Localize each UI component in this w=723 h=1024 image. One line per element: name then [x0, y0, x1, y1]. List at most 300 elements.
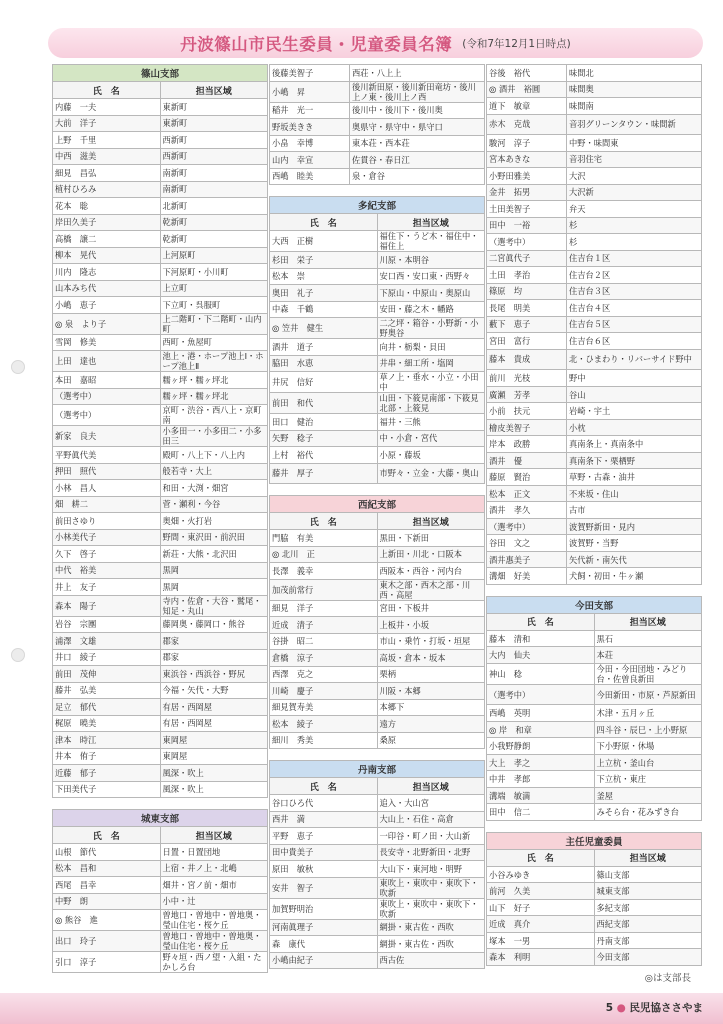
table-row — [270, 355, 485, 372]
table-row — [487, 217, 702, 234]
name-column-header: 氏 名 — [487, 849, 595, 866]
table-row — [270, 530, 485, 547]
member-name: （選考中） — [487, 234, 567, 251]
assigned-area: 安田・藤之木・幡路 — [377, 301, 485, 318]
member-name: 脇田 水恵 — [270, 355, 378, 372]
member-name: 平野眞代美 — [53, 447, 161, 464]
member-name: ◎ 岸 和章 — [487, 721, 595, 738]
table-row — [270, 318, 485, 339]
name-column-header: 氏 名 — [270, 778, 378, 795]
table-row — [53, 931, 268, 952]
table-row — [270, 919, 485, 936]
assigned-area: 上立杭・釜山台 — [594, 754, 702, 771]
assigned-area: 北・ひまわり・リバーサイド野中 — [567, 349, 702, 370]
assigned-area: 岩崎・宇土 — [567, 403, 702, 420]
table-row — [270, 546, 485, 563]
member-name: 川内 隆志 — [53, 264, 161, 281]
member-name: 藤井 弘美 — [53, 682, 161, 699]
assigned-area: 篠山支部 — [594, 866, 702, 883]
assigned-area: 奥畑・火打岩 — [160, 513, 268, 530]
table-row — [270, 252, 485, 269]
table-row — [53, 181, 268, 198]
assigned-area: 黒石 — [594, 630, 702, 647]
member-name: 駿河 淳子 — [487, 135, 567, 152]
assigned-area: 下立杭・東庄 — [594, 771, 702, 788]
table-row — [270, 650, 485, 667]
assigned-area: 西荘・八上上 — [350, 65, 485, 82]
table-row — [487, 65, 702, 82]
roster-table — [269, 64, 485, 185]
member-name: ◎ 酒井 裕圓 — [487, 81, 567, 98]
assigned-area: 曽地口・曽地中・曽地奥・瑩山住宅・桜ケ丘 — [160, 931, 268, 952]
member-name: 中西 滋美 — [53, 148, 161, 165]
name-column-header: 氏 名 — [53, 82, 161, 99]
table-row — [270, 683, 485, 700]
table-row — [487, 386, 702, 403]
table-row — [53, 480, 268, 497]
assigned-area: 上河原町 — [160, 247, 268, 264]
assigned-area: 京町・渋谷・西八上・京町南 — [160, 405, 268, 426]
table-row — [487, 721, 702, 738]
assigned-area: 下小野原・休場 — [594, 738, 702, 755]
table-row — [270, 795, 485, 812]
table-row — [487, 568, 702, 585]
assigned-area: 乾新町 — [160, 214, 268, 231]
table-row — [53, 426, 268, 447]
table-row — [270, 393, 485, 414]
member-name: 細見賀寿美 — [270, 699, 378, 716]
assigned-area: 今田支部 — [594, 949, 702, 966]
assigned-area: 東吹上・東吹中・東吹下・吹新 — [377, 898, 485, 919]
assigned-area: 桑原 — [377, 732, 485, 749]
table-row — [53, 115, 268, 132]
table-row — [53, 214, 268, 231]
assigned-area: 西阪本・西谷・河内台 — [377, 563, 485, 580]
table-row — [270, 301, 485, 318]
member-name: 中代 裕美 — [53, 562, 161, 579]
table-row — [53, 595, 268, 616]
member-name: ◎ 泉 より子 — [53, 313, 161, 334]
table-row — [270, 563, 485, 580]
table-row — [270, 231, 485, 252]
assigned-area: 大沢 — [567, 168, 702, 185]
assigned-area: 杉 — [567, 217, 702, 234]
table-row — [53, 579, 268, 596]
member-name: 長澤 義幸 — [270, 563, 378, 580]
publication-name: 民児協ささやま — [629, 1002, 703, 1014]
table-row — [53, 546, 268, 563]
as-of-date: (令和7年12月1日時点) — [462, 37, 571, 50]
assigned-area: 古市 — [567, 502, 702, 519]
table-row — [53, 952, 268, 973]
assigned-area: 井串・細工所・塩岡 — [377, 355, 485, 372]
member-name: 藤本 清和 — [487, 630, 595, 647]
assigned-area: 丹南支部 — [594, 932, 702, 949]
table-row — [487, 135, 702, 152]
assigned-area: 今田新田・市原・芦原新田 — [594, 684, 702, 705]
member-name: 近成 清子 — [270, 617, 378, 634]
table-row — [53, 715, 268, 732]
table-row — [270, 65, 485, 82]
table-row — [487, 250, 702, 267]
assigned-area: 西紀支部 — [594, 916, 702, 933]
table-row — [487, 485, 702, 502]
table-row — [53, 781, 268, 798]
member-name: 柳本 晃代 — [53, 247, 161, 264]
member-name: 岸田久美子 — [53, 214, 161, 231]
table-row — [487, 705, 702, 722]
assigned-area: 杉 — [567, 234, 702, 251]
assigned-area: 住吉台６区 — [567, 333, 702, 350]
assigned-area: 栗柄 — [377, 666, 485, 683]
page-title: 丹波篠山市民生委員・児童委員名簿 — [180, 35, 453, 54]
table-row — [487, 370, 702, 387]
area-column-header: 担当区域 — [160, 82, 268, 99]
table-row — [487, 436, 702, 453]
assigned-area: 長安寺・北野新田・北野 — [377, 844, 485, 861]
table-row — [270, 135, 485, 152]
table-row — [487, 333, 702, 350]
table-row — [53, 699, 268, 716]
member-name: 前田 茂伸 — [53, 666, 161, 683]
assigned-area: 草ノ上・垂水・小立・小田中 — [377, 372, 485, 393]
table-row — [53, 388, 268, 405]
table-row — [53, 334, 268, 351]
member-name: 西井 満 — [270, 811, 378, 828]
member-name: ◎ 熊谷 進 — [53, 910, 161, 931]
member-name: 谷後 裕代 — [487, 65, 567, 82]
assigned-area: 上板井・小坂 — [377, 617, 485, 634]
member-name: 前川 光枝 — [487, 370, 567, 387]
member-name: 田中 信二 — [487, 804, 595, 821]
table-row — [487, 684, 702, 705]
table-row — [487, 234, 702, 251]
assigned-area: 日置・日置団地 — [160, 844, 268, 861]
member-name: 土田 孝治 — [487, 267, 567, 284]
member-name: 倉橋 涼子 — [270, 650, 378, 667]
member-name: 田中貴美子 — [270, 844, 378, 861]
assigned-area: 四斗谷・辰巳・上小野原 — [594, 721, 702, 738]
column-right — [486, 64, 702, 977]
assigned-area: 網掛・東古佐・西吹 — [377, 919, 485, 936]
assigned-area: 上新田・川北・口阪本 — [377, 546, 485, 563]
assigned-area: 池上・港・ホープ池上Ⅰ・ホープ池上Ⅱ — [160, 351, 268, 372]
assigned-area: 遠方 — [377, 716, 485, 733]
name-column-header: 氏 名 — [270, 513, 378, 530]
member-name: 植村ひろみ — [53, 181, 161, 198]
area-column-header: 担当区域 — [160, 827, 268, 844]
table-row — [487, 754, 702, 771]
member-name: 谷田 文之 — [487, 535, 567, 552]
member-name: 押田 照代 — [53, 463, 161, 480]
member-name: ◎ 笠井 健生 — [270, 318, 378, 339]
member-name: 酒井惠美子 — [487, 551, 567, 568]
member-name: 山下 好子 — [487, 899, 595, 916]
assigned-area: 東本荘・西本荘 — [350, 135, 485, 152]
member-name: 河南眞理子 — [270, 919, 378, 936]
member-name: 野坂美きき — [270, 119, 350, 136]
member-name: 宮田 富行 — [487, 333, 567, 350]
assigned-area: 大山上・石住・高倉 — [377, 811, 485, 828]
binder-hole — [11, 648, 25, 662]
assigned-area: 大沢新 — [567, 184, 702, 201]
member-name: 岸本 政勝 — [487, 436, 567, 453]
table-row — [53, 496, 268, 513]
assigned-area: 黒岡 — [160, 562, 268, 579]
assigned-area: 宮田・下板井 — [377, 600, 485, 617]
name-column-header: 氏 名 — [53, 827, 161, 844]
assigned-area: 野々垣・西ノ望・入組・たかしろ台 — [160, 952, 268, 973]
member-name: 西澤 克之 — [270, 666, 378, 683]
member-name: 土田美智子 — [487, 201, 567, 218]
assigned-area: 東吹上・東吹中・東吹下・吹新 — [377, 877, 485, 898]
assigned-area: 味間南 — [567, 98, 702, 115]
table-row — [53, 313, 268, 334]
assigned-area: 釜屋 — [594, 787, 702, 804]
member-name: 細見 昌弘 — [53, 165, 161, 182]
assigned-area: みそら台・花みずき台 — [594, 804, 702, 821]
table-row — [270, 152, 485, 169]
area-column-header: 担当区域 — [377, 513, 485, 530]
table-row — [487, 883, 702, 900]
table-row — [487, 518, 702, 535]
assigned-area: 木津・五月ヶ丘 — [594, 705, 702, 722]
member-name: 金井 拓男 — [487, 184, 567, 201]
table-row — [53, 893, 268, 910]
table-row — [270, 666, 485, 683]
member-name: 前田さゆり — [53, 513, 161, 530]
member-name: 小嶋 恵子 — [53, 297, 161, 314]
assigned-area: 東岡屋 — [160, 732, 268, 749]
assigned-area: 泉・倉谷 — [350, 168, 485, 185]
assigned-area: 今田・今田団地・みどり台・佐曽良新田 — [594, 663, 702, 684]
table-row — [53, 649, 268, 666]
table-row — [53, 910, 268, 931]
assigned-area: 黒田・下新田 — [377, 530, 485, 547]
member-name: 川崎 慶子 — [270, 683, 378, 700]
assigned-area: 新荘・大熊・北沢田 — [160, 546, 268, 563]
table-row — [53, 633, 268, 650]
member-name: 上田 達也 — [53, 351, 161, 372]
table-row — [270, 844, 485, 861]
table-row — [53, 231, 268, 248]
member-name: 酒井 道子 — [270, 339, 378, 356]
assigned-area: 大山下・東河地・明野 — [377, 861, 485, 878]
assigned-area: 下原山・中原山・奥原山 — [377, 285, 485, 302]
table-row — [487, 349, 702, 370]
assigned-area: 山田・下筱見南部・下筱見北部・上筱見 — [377, 393, 485, 414]
assigned-area: 菅・瀬利・今谷 — [160, 496, 268, 513]
area-column-header: 担当区域 — [594, 613, 702, 630]
assigned-area: 市野々・立金・大藤・奥山 — [377, 463, 485, 484]
assigned-area: 西古佐 — [377, 952, 485, 969]
table-row — [487, 452, 702, 469]
table-row — [487, 804, 702, 821]
member-name: 高橋 譲二 — [53, 231, 161, 248]
member-name: 森本 陽子 — [53, 595, 161, 616]
member-name: 上村 裕代 — [270, 447, 378, 464]
table-row — [270, 861, 485, 878]
assigned-area: 住吉台２区 — [567, 267, 702, 284]
table-row — [487, 551, 702, 568]
roster-table — [486, 596, 702, 821]
member-name: 松本 昌和 — [53, 860, 161, 877]
table-row — [53, 264, 268, 281]
table-row — [53, 405, 268, 426]
table-row — [270, 463, 485, 484]
member-name: 中野 朗 — [53, 893, 161, 910]
member-name: 小前 扶元 — [487, 403, 567, 420]
table-row — [487, 949, 702, 966]
assigned-area: 追入・大山宮 — [377, 795, 485, 812]
roster-table — [52, 64, 268, 798]
member-name: 廣瀬 芳孝 — [487, 386, 567, 403]
assigned-area: 安口西・安口東・西野々 — [377, 268, 485, 285]
table-row — [270, 600, 485, 617]
member-name: 田口 健治 — [270, 414, 378, 431]
assigned-area: 住吉台３区 — [567, 283, 702, 300]
table-row — [270, 119, 485, 136]
member-name: 小嶋由紀子 — [270, 952, 378, 969]
table-row — [270, 898, 485, 919]
member-name: 井尻 信好 — [270, 372, 378, 393]
assigned-area: 風深・吹上 — [160, 765, 268, 782]
member-name: 前河 久美 — [487, 883, 595, 900]
table-row — [53, 682, 268, 699]
member-name: 谷口ひろ代 — [270, 795, 378, 812]
column-left — [52, 64, 268, 984]
assigned-area: 不来坂・住山 — [567, 485, 702, 502]
assigned-area: 向井・栃梨・貝田 — [377, 339, 485, 356]
member-name: 本田 嘉昭 — [53, 372, 161, 389]
member-name: 安井 智子 — [270, 877, 378, 898]
table-row — [53, 513, 268, 530]
table-row — [487, 98, 702, 115]
assigned-area: 奥県守・県守中・県守口 — [350, 119, 485, 136]
assigned-area: 曽地口・曽地中・曽地奥・瑩山住宅・桜ケ丘 — [160, 910, 268, 931]
table-row — [487, 114, 702, 135]
table-row — [53, 616, 268, 633]
assigned-area: 郡家 — [160, 649, 268, 666]
table-row — [270, 447, 485, 464]
member-name: （選考中） — [53, 405, 161, 426]
table-row — [53, 877, 268, 894]
roster-table — [486, 64, 702, 585]
assigned-area: 小枕 — [567, 419, 702, 436]
member-name: 門脇 有美 — [270, 530, 378, 547]
member-name: 内藤 一夫 — [53, 99, 161, 116]
table-row — [487, 81, 702, 98]
branch-name: 主任児童委員 — [487, 832, 702, 849]
member-name: 出口 玲子 — [53, 931, 161, 952]
bullet-icon: ● — [616, 1002, 626, 1014]
member-name: 小林 昌人 — [53, 480, 161, 497]
table-row — [487, 899, 702, 916]
assigned-area: 味間北 — [567, 65, 702, 82]
member-name: 井上 友子 — [53, 579, 161, 596]
page-number: 5 — [605, 1002, 614, 1014]
name-column-header: 氏 名 — [487, 613, 595, 630]
member-name: 下田美代子 — [53, 781, 161, 798]
assigned-area: 城東支部 — [594, 883, 702, 900]
branch-name: 西紀支部 — [270, 496, 485, 513]
table-row — [53, 562, 268, 579]
member-name: 山本みち代 — [53, 280, 161, 297]
table-row — [487, 419, 702, 436]
member-name: 小嶋 昇 — [270, 81, 350, 102]
assigned-area: 南新町 — [160, 165, 268, 182]
table-row — [53, 165, 268, 182]
branch-name: 今田支部 — [487, 596, 702, 613]
roster-table — [269, 495, 485, 749]
assigned-area: 黒岡 — [160, 579, 268, 596]
assigned-area: 西新町 — [160, 132, 268, 149]
assigned-area: 高坂・倉本・坂本 — [377, 650, 485, 667]
member-name: 井本 侑子 — [53, 748, 161, 765]
table-row — [53, 447, 268, 464]
assigned-area: 後川中・後川下・後川奥 — [350, 102, 485, 119]
member-name: 近藤 郁子 — [53, 765, 161, 782]
member-name: 宮本あきな — [487, 151, 567, 168]
table-row — [487, 932, 702, 949]
assigned-area: 乾新町 — [160, 231, 268, 248]
branch-name: 多紀支部 — [270, 197, 485, 214]
member-name: 小谷みゆき — [487, 866, 595, 883]
table-row — [53, 463, 268, 480]
member-name: 酒井 孝久 — [487, 502, 567, 519]
member-name: 中井 孝郎 — [487, 771, 595, 788]
member-name: 新家 良夫 — [53, 426, 161, 447]
assigned-area: 矢代新・南矢代 — [567, 551, 702, 568]
member-name: 藤井 厚子 — [270, 463, 378, 484]
member-name: 井口 綾子 — [53, 649, 161, 666]
assigned-area: 和田・大渕・畑宮 — [160, 480, 268, 497]
member-name: 藪下 恵子 — [487, 316, 567, 333]
table-row — [270, 617, 485, 634]
member-name: 谷掛 昭二 — [270, 633, 378, 650]
member-name: 道下 敏章 — [487, 98, 567, 115]
assigned-area: 福井・三熊 — [377, 414, 485, 431]
assigned-area: 糯ヶ坪・糯ヶ坪北 — [160, 372, 268, 389]
member-name: 久下 啓子 — [53, 546, 161, 563]
table-row — [487, 771, 702, 788]
table-row — [270, 168, 485, 185]
table-row — [53, 860, 268, 877]
table-row — [53, 765, 268, 782]
assigned-area: 草野・古森・油井 — [567, 469, 702, 486]
member-name: 加賀野明治 — [270, 898, 378, 919]
table-row — [270, 81, 485, 102]
assigned-area: 糯ヶ坪・糯ヶ坪北 — [160, 388, 268, 405]
member-name: 小林美代子 — [53, 529, 161, 546]
column-center — [269, 64, 485, 980]
member-name: 中森 千鶴 — [270, 301, 378, 318]
table-row — [487, 663, 702, 684]
table-row — [487, 403, 702, 420]
member-name: 梶原 曉美 — [53, 715, 161, 732]
table-row — [270, 952, 485, 969]
assigned-area: 谷山 — [567, 386, 702, 403]
branch-name: 城東支部 — [53, 810, 268, 827]
assigned-area: 東岡屋 — [160, 748, 268, 765]
member-name: 大上 孝之 — [487, 754, 595, 771]
table-row — [270, 699, 485, 716]
assigned-area: 後川新田原・後川新田竜坊・後川上ノ東・後川上ノ西 — [350, 81, 485, 102]
member-name: 花本 聡 — [53, 198, 161, 215]
assigned-area: 東木之部・西木之部・川西・高屋 — [377, 579, 485, 600]
assigned-area: 有居・西岡屋 — [160, 699, 268, 716]
member-name: 西嶋 英明 — [487, 705, 595, 722]
